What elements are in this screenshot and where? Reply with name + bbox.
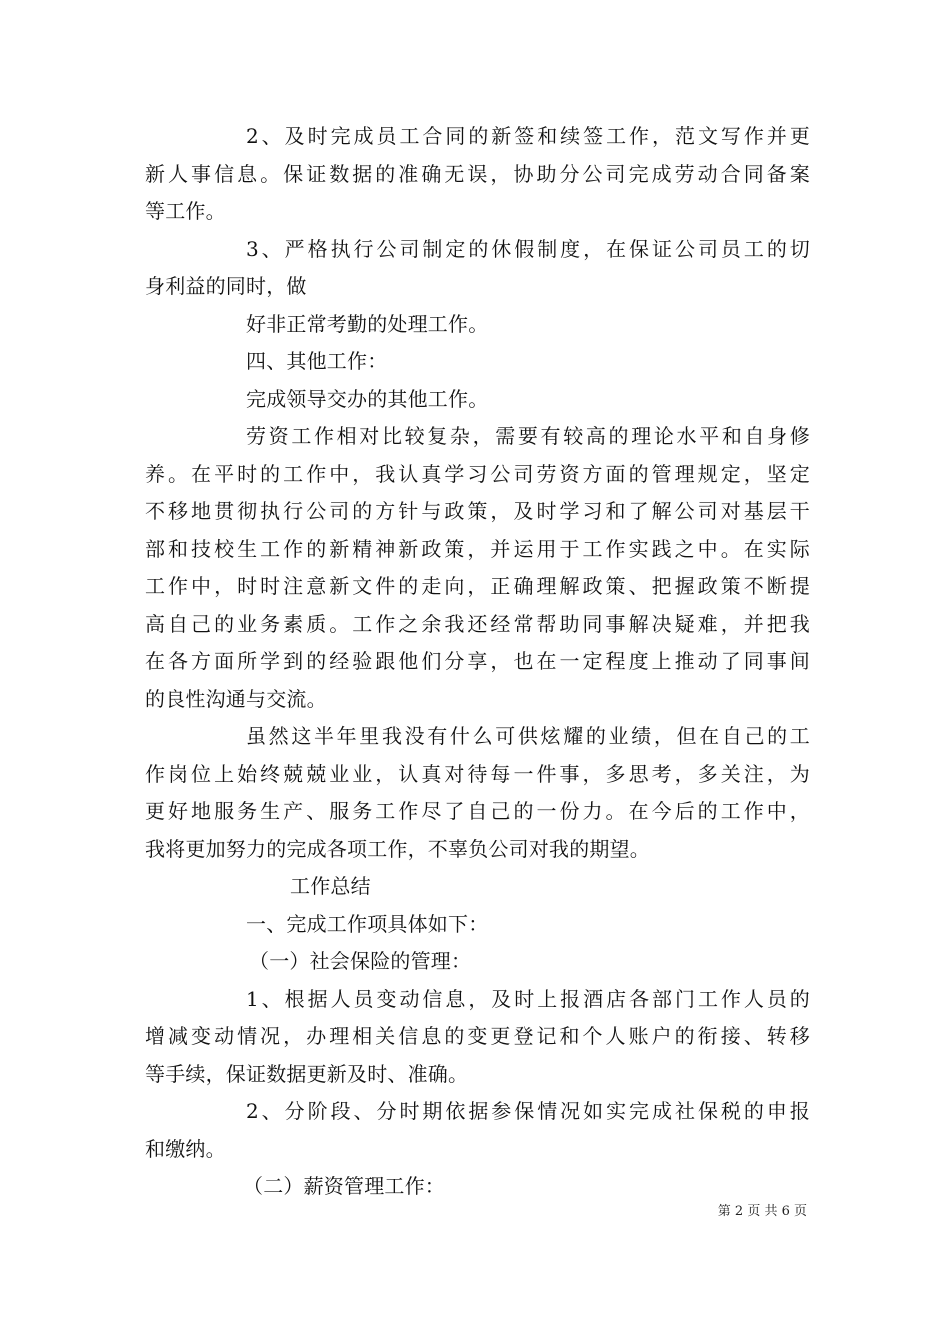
text-line: 我将更加努力的完成各项工作，不辜负公司对我的期望。 xyxy=(145,836,650,861)
text-line: 等工作。 xyxy=(145,199,226,223)
text-line: 四、其他工作： xyxy=(246,349,388,373)
text-line: 部和技校生工作的新精神新政策，并运用于工作实践之中。在实际 xyxy=(145,536,810,561)
text-line: 3、严格执行公司制定的休假制度，在保证公司员工的切 xyxy=(246,236,810,261)
text-line: 的良性沟通与交流。 xyxy=(145,686,327,711)
section-title: 工作总结 xyxy=(290,874,371,898)
text-line: 一、完成工作项具体如下： xyxy=(246,911,489,936)
page-number: 第 2 页 共 6 页 xyxy=(717,1204,807,1219)
text-line: 完成领导交办的其他工作。 xyxy=(246,386,489,411)
text-line: 在各方面所学到的经验跟他们分享，也在一定程度上推动了同事间 xyxy=(145,649,810,673)
text-line: 作岗位上始终兢兢业业，认真对待每一件事，多思考，多关注，为 xyxy=(145,761,810,786)
text-line: 更好地服务生产、服务工作尽了自己的一份力。在今后的工作中， xyxy=(145,799,810,823)
text-line: 2、分阶段、分时期依据参保情况如实完成社保税的申报 xyxy=(246,1099,810,1123)
text-line: 和缴纳。 xyxy=(145,1136,226,1161)
text-line: （一）社会保险的管理： xyxy=(249,949,472,973)
text-line: 高自己的业务素质。工作之余我还经常帮助同事解决疑难，并把我 xyxy=(145,611,810,636)
text-line: （二）薪资管理工作： xyxy=(243,1174,445,1198)
text-line: 等手续，保证数据更新及时、准确。 xyxy=(145,1061,469,1086)
text-line: 1、根据人员变动信息，及时上报酒店各部门工作人员的 xyxy=(246,986,810,1011)
text-line: 新人事信息。保证数据的准确无误，协助分公司完成劳动合同备案 xyxy=(145,161,810,186)
text-line: 增减变动情况，办理相关信息的变更登记和个人账户的衔接、转移 xyxy=(145,1024,810,1048)
text-line: 2、及时完成员工合同的新签和续签工作，范文写作并更 xyxy=(246,124,810,148)
document-body xyxy=(145,118,810,1206)
text-line: 工作中，时时注意新文件的走向，正确理解政策、把握政策不断提 xyxy=(145,574,810,598)
text-line: 好非正常考勤的处理工作。 xyxy=(246,311,489,336)
text-line: 身利益的同时，做 xyxy=(145,274,307,298)
text-line: 不移地贯彻执行公司的方针与政策，及时学习和了解公司对基层干 xyxy=(145,499,810,523)
text-line: 劳资工作相对比较复杂，需要有较高的理论水平和自身修 xyxy=(246,424,810,448)
text-line: 虽然这半年里我没有什么可供炫耀的业绩，但在自己的工 xyxy=(246,724,810,748)
text-line: 养。在平时的工作中，我认真学习公司劳资方面的管理规定，坚定 xyxy=(145,461,810,486)
